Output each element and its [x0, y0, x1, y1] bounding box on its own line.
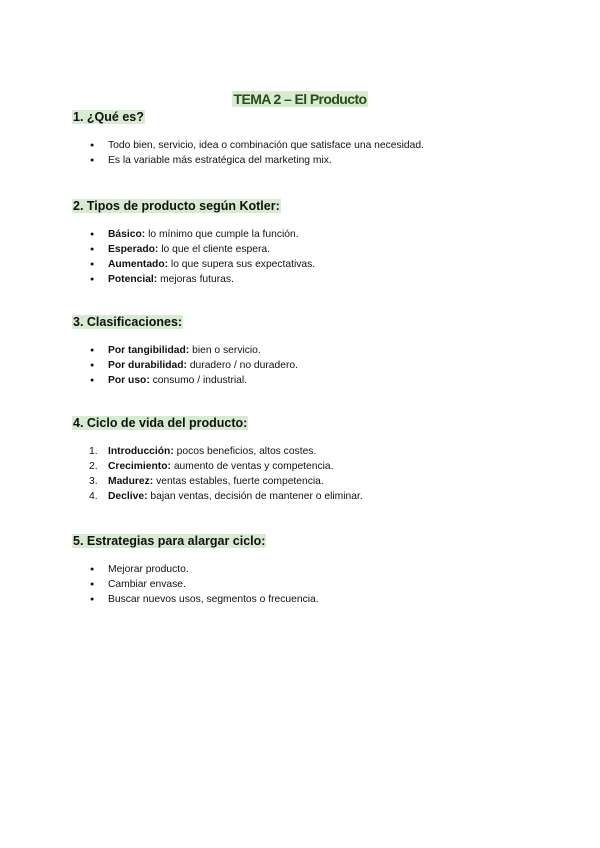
list-item: ● Buscar nuevos usos, segmentos o frecuencia. — [108, 592, 552, 607]
list-item: ● Por tangibilidad: bien o servicio. — [108, 343, 552, 358]
list-item: 2. Crecimiento: aumento de ventas y competencia. — [89, 461, 334, 472]
item-label: Madurez: — [108, 476, 154, 487]
list-item: ● Mejorar producto. — [108, 562, 552, 577]
section-heading: 4. Ciclo de vida del producto: — [73, 416, 248, 430]
list-item: ● Por durabilidad: duradero / no duradero. — [108, 358, 552, 373]
list-item: ● Aumentado: lo que supera sus expectativas. — [108, 257, 552, 272]
section-heading: 2. Tipos de producto según Kotler: — [73, 199, 280, 213]
item-label: Por durabilidad: — [108, 360, 187, 371]
section-tipos-producto — [72, 197, 552, 287]
document-title — [0, 75, 600, 112]
list-item: ● Es la variable más estratégica del marketing mix. — [108, 153, 552, 168]
section-heading: 5. Estrategias para alargar ciclo: — [73, 534, 266, 548]
item-number: 4. — [89, 491, 98, 502]
bullet-list — [72, 562, 552, 607]
item-label: Potencial: — [108, 274, 158, 285]
list-item: ● Básico: lo mínimo que cumple la función. — [108, 227, 552, 242]
numbered-list — [72, 444, 552, 504]
document-title-text: TEMA 2 – El Producto — [233, 91, 367, 107]
section-ciclo-vida — [72, 414, 552, 504]
section-heading: 1. ¿Qué es? — [73, 110, 144, 124]
list-item: ● Potencial: mejoras futuras. — [108, 272, 552, 287]
section-que-es — [72, 108, 552, 168]
list-item: ● Cambiar envase. — [108, 577, 552, 592]
list-item: 3. Madurez: ventas estables, fuerte competencia. — [89, 476, 324, 487]
list-item: ● Esperado: lo que el cliente espera. — [108, 242, 552, 257]
list-item: 1. Introducción: pocos beneficios, altos costes. — [89, 446, 317, 457]
item-label: Introducción: — [108, 446, 174, 457]
section-heading: 3. Clasificaciones: — [73, 315, 183, 329]
bullet-list — [72, 138, 552, 168]
item-label: Por tangibilidad: — [108, 345, 190, 356]
list-item: ● Todo bien, servicio, idea o combinación que satisface una necesidad. — [108, 138, 552, 153]
bullet-list — [72, 343, 552, 388]
list-item: ● Por uso: consumo / industrial. — [108, 373, 552, 388]
item-number: 1. — [89, 446, 98, 457]
item-number: 3. — [89, 476, 98, 487]
section-clasificaciones — [72, 313, 552, 388]
item-label: Básico: — [108, 229, 146, 240]
list-item: 4. Declive: bajan ventas, decisión de mantener o eliminar. — [89, 491, 363, 502]
item-number: 2. — [89, 461, 98, 472]
item-label: Esperado: — [108, 244, 159, 255]
item-label: Aumentado: — [108, 259, 169, 270]
bullet-list — [72, 227, 552, 287]
item-label: Por uso: — [108, 375, 150, 386]
section-estrategias — [72, 532, 552, 607]
item-label: Declive: — [108, 491, 148, 502]
item-label: Crecimiento: — [108, 461, 171, 472]
